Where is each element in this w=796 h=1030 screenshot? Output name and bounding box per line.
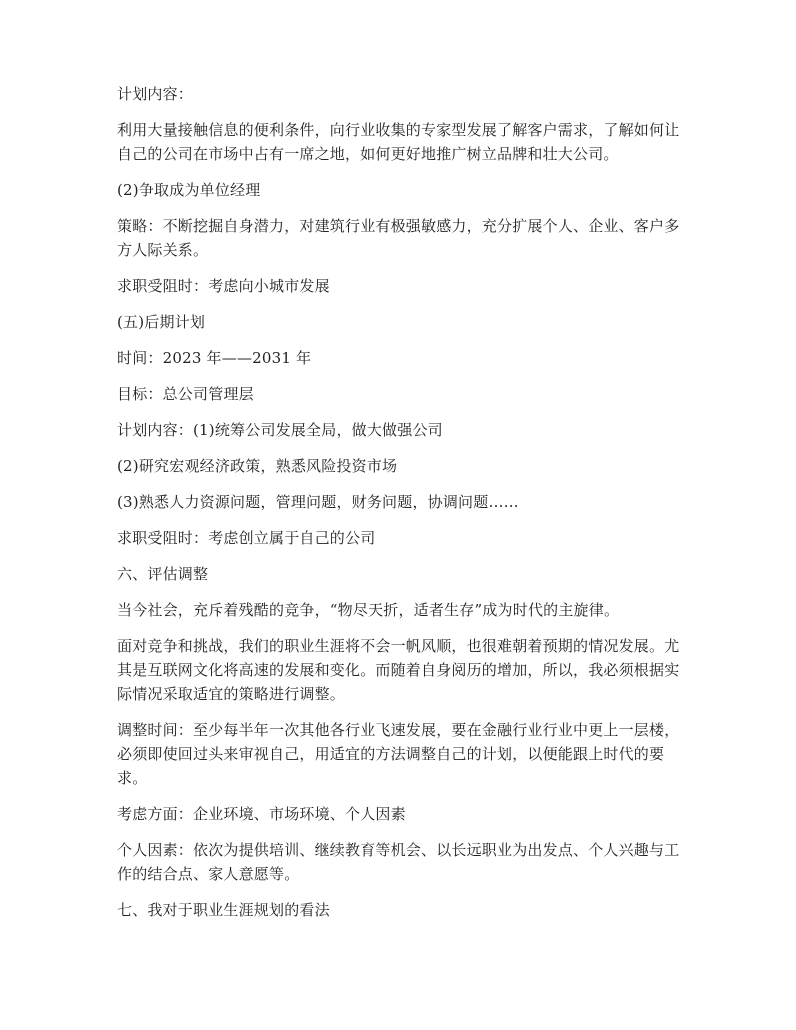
paragraph-job-blocked-own-company: 求职受阻时：考虑创立属于自己的公司 — [117, 529, 376, 547]
paragraph-strategy: 策略：不断挖掘自身潜力，对建筑行业有极强敏感力，充分扩展个人、企业、客户多方人际关系。 — [117, 217, 680, 259]
paragraph-job-blocked-small-city: 求职受阻时：考虑向小城市发展 — [117, 277, 330, 295]
paragraph-challenges: 面对竞争和挑战，我们的职业生涯将不会一帆风顺，也很难朝着预期的情况发展。尤其是互联网文化将高速的发展和变化。而随着自身阅历的增加，所以，我必须根据实际情况采取适宜的策略进行调整。 — [117, 637, 680, 703]
paragraph-plan-content-label: 计划内容： — [117, 85, 194, 103]
paragraph-plan-content-body: 利用大量接触信息的便利条件，向行业收集的专家型发展了解客户需求，了解如何让自己的公司在市场中占有一席之地，如何更好地推广树立品牌和壮大公司。 — [117, 121, 680, 163]
document-page — [117, 82, 689, 922]
paragraph-plan-item-3: (3)熟悉人力资源问题，管理问题，财务问题，协调问题…… — [117, 493, 519, 511]
paragraph-goal: 目标：总公司管理层 — [117, 385, 254, 403]
paragraph-plan-item-1: 计划内容：(1)统筹公司发展全局，做大做强公司 — [117, 421, 443, 439]
paragraph-considerations: 考虑方面：企业环境、市场环境、个人因素 — [117, 805, 406, 823]
paragraph-adjust-time: 调整时间：至少每半年一次其他各行业飞速发展，要在金融行业行业中更上一层楼，必须即使回过头来审视自己，用适宜的方法调整自己的计划，以便能跟上时代的要求。 — [117, 721, 680, 787]
paragraph-competition: 当今社会，充斥着残酷的竞争，“物尽天折，适者生存”成为时代的主旋律。 — [117, 601, 620, 619]
section-heading-views: 七、我对于职业生涯规划的看法 — [117, 901, 330, 919]
paragraph-personal-factors: 个人因素：依次为提供培训、继续教育等机会、以长远职业为出发点、个人兴趣与工作的结合点、家人意愿等。 — [117, 841, 680, 883]
section-heading-evaluation: 六、评估调整 — [117, 565, 209, 583]
paragraph-later-plan-heading: (五)后期计划 — [117, 313, 206, 331]
paragraph-unit-manager-heading: (2)争取成为单位经理 — [117, 181, 261, 199]
paragraph-time-range: 时间：2023 年——2031 年 — [117, 349, 312, 367]
paragraph-plan-item-2: (2)研究宏观经济政策，熟悉风险投资市场 — [117, 457, 398, 475]
